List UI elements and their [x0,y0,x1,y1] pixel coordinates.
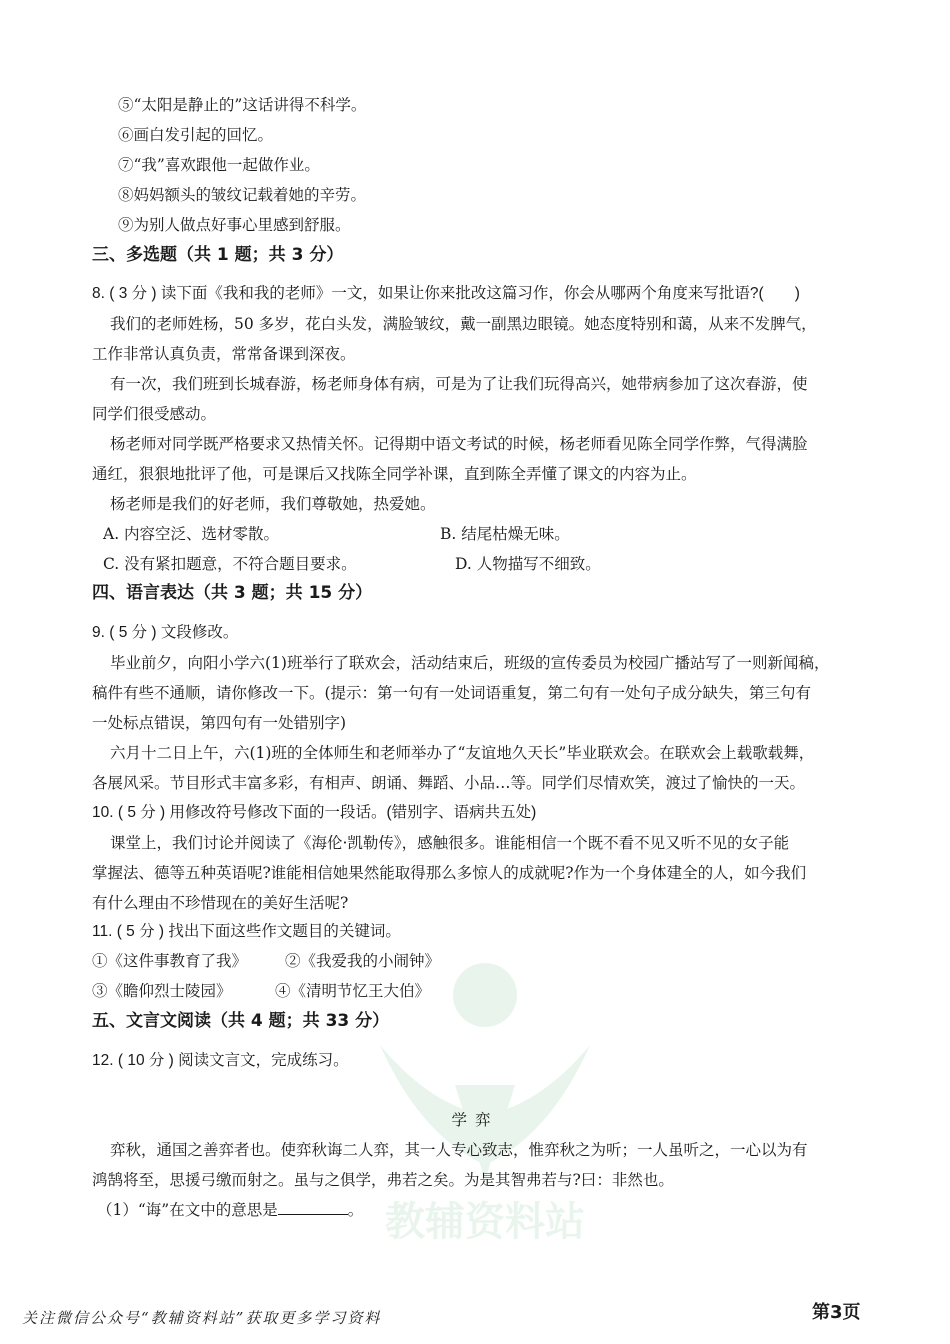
option-b[interactable]: B. 结尾枯燥无味。 [440,525,570,543]
q10-paragraph: 掌握法、德等五种英语呢?谁能相信她果然能取得那么多惊人的成就呢?作为一个身体建全的人，如今我们 [92,864,807,882]
passage-text: 弈秋，通国之善弈者也。使弈秋诲二人弈，其一人专心致志，惟弈秋之为听；一人虽听之，一心以为有 [110,1141,808,1159]
q8-paragraph: 我们的老师姓杨，50 多岁，花白头发，满脸皱纹，戴一副黑边眼镜。她态度特别和蔼，从来不发脾气， [110,315,817,333]
watermark-text: 教辅资料站 [385,1199,585,1245]
q10-paragraph: 课堂上，我们讨论并阅读了《海伦·凯勒传》，感触很多。谁能相信一个既不看不见又听不见的女子能 [110,834,790,852]
essay-title-1: ①《这件事教育了我》 [92,952,248,970]
q8-paragraph: 同学们很受感动。 [92,405,217,423]
q8-paragraph: 杨老师是我们的好老师，我们尊敬她，热爱她。 [110,495,436,513]
option-c[interactable]: C. 没有紧扣题意，不符合题目要求。 [103,555,357,573]
question-12-stem: 12. ( 10 分 ) 阅读文言文，完成练习。 [92,1052,349,1069]
sub-question-1-text: （1）“诲”在文中的意思是 [97,1201,278,1219]
footer-note: 关注微信公众号“教辅资料站”获取更多学习资料 [22,1309,382,1327]
q8-paragraph: 工作非常认真负责，常常备课到深夜。 [92,345,356,363]
list-item: ⑧妈妈额头的皱纹记载着她的辛劳。 [118,186,367,204]
option-d[interactable]: D. 人物描写不细致。 [455,555,601,573]
section-heading-4: 四、语言表达（共 3 题；共 15 分） [92,583,373,603]
question-9-stem: 9. ( 5 分 ) 文段修改。 [92,624,239,641]
section-heading-5: 五、文言文阅读（共 4 题；共 33 分） [92,1011,390,1031]
q9-paragraph: 一处标点错误，第四句有一处错别字) [92,714,347,732]
q9-paragraph: 各展风采。节目形式丰富多彩，有相声、朗诵、舞蹈、小品…等。同学们尽情欢笑，渡过了愉快的一天。 [92,774,806,792]
q8-paragraph: 有一次，我们班到长城春游，杨老师身体有病，可是为了让我们玩得高兴，她带病参加了这次春游，使 [110,375,808,393]
sub-question-1-end: 。 [347,1201,364,1219]
list-item: ⑥画白发引起的回忆。 [118,126,274,144]
essay-title-3: ③《瞻仰烈士陵园》 [92,982,232,1000]
essay-title-4: ④《清明节忆王大伯》 [275,982,431,1000]
section-heading-3: 三、多选题（共 1 题；共 3 分） [92,245,344,265]
q9-paragraph: 六月十二日上午，六(1)班的全体师生和老师举办了“友谊地久天长”毕业联欢会。在联欢会上载歌载舞， [110,744,815,762]
question-10-stem: 10. ( 5 分 ) 用修改符号修改下面的一段话。(错别字、语病共五处) [92,804,537,821]
list-item: ⑦“我”喜欢跟他一起做作业。 [118,156,320,174]
sub-question-1 [97,1199,867,1221]
answer-blank[interactable] [278,1200,348,1215]
passage-text: 鸿鹄将至，思援弓缴而射之。虽与之俱学，弗若之矣。为是其智弗若与?曰：非然也。 [92,1171,674,1189]
passage-title: 学弈 [451,1111,499,1129]
q9-paragraph: 稿件有些不通顺，请你修改一下。(提示：第一句有一处词语重复，第二句有一处句子成分缺失，第三句有 [92,684,812,702]
list-item: ⑨为别人做点好事心里感到舒服。 [118,216,351,234]
q10-paragraph: 有什么理由不珍惜现在的美好生活呢? [92,894,349,912]
essay-title-2: ②《我爱我的小闹钟》 [285,952,441,970]
q8-paragraph: 通红，狠狠地批评了他，可是课后又找陈全同学补课，直到陈全弄懂了课文的内容为止。 [92,465,697,483]
q8-paragraph: 杨老师对同学既严格要求又热情关怀。记得期中语文考试的时候，杨老师看见陈全同学作弊，气得满脸 [110,435,808,453]
page-number: 第3页 [812,1302,861,1323]
question-11-stem: 11. ( 5 分 ) 找出下面这些作文题目的关键词。 [92,923,401,940]
list-item: ⑤“太阳是静止的”这话讲得不科学。 [118,96,367,114]
option-a[interactable]: A. 内容空泛、选材零散。 [103,525,280,543]
q9-paragraph: 毕业前夕，向阳小学六(1)班举行了联欢会，活动结束后，班级的宣传委员为校园广播站写了一则新闻稿， [110,654,830,672]
question-8-stem: 8. ( 3 分 ) 读下面《我和我的老师》一文，如果让你来批改这篇习作，你会从哪两个角度来写批语?( ) [92,285,800,302]
